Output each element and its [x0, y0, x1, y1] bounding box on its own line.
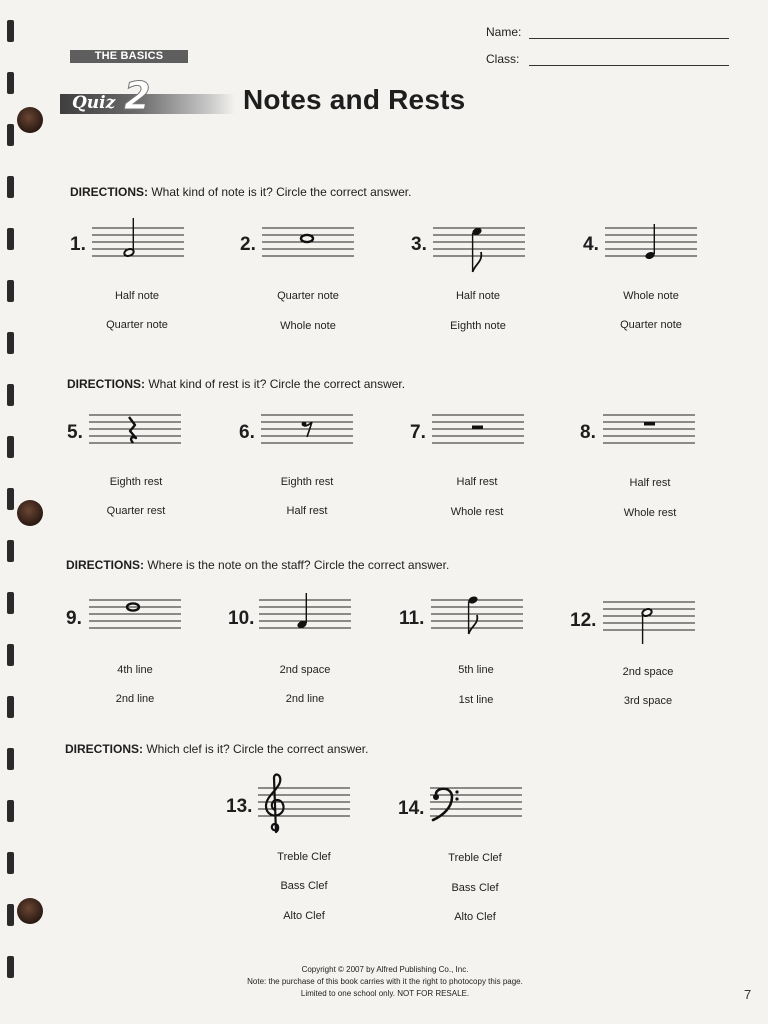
- answer-option[interactable]: Quarter note: [620, 319, 682, 331]
- binder-mark: [7, 696, 14, 718]
- name-label: Name:: [486, 25, 522, 39]
- whole-rest-icon: [644, 422, 655, 426]
- quarter-rest-icon: [129, 417, 136, 443]
- directions-4: [65, 742, 368, 756]
- answer-option[interactable]: Half rest: [286, 505, 328, 517]
- half-note-icon: [123, 218, 134, 257]
- staff-question-7: [432, 405, 524, 455]
- binder-mark: [7, 644, 14, 666]
- quiz-number: 2: [124, 74, 151, 118]
- question-number: 13.: [226, 796, 253, 817]
- binder-mark: [7, 540, 14, 562]
- binder-mark: [7, 20, 14, 42]
- answer-option[interactable]: Treble Clef: [448, 852, 502, 864]
- binder-mark: [7, 228, 14, 250]
- directions-prefix: DIRECTIONS:: [65, 742, 143, 756]
- quarter-note-icon: [296, 593, 307, 629]
- half-rest-icon: [472, 426, 483, 430]
- class-line[interactable]: [529, 64, 729, 66]
- directions-prefix: DIRECTIONS:: [67, 377, 145, 391]
- answer-option[interactable]: 3rd space: [623, 695, 673, 707]
- binder-mark: [7, 852, 14, 874]
- binder-mark: [7, 436, 14, 458]
- name-line[interactable]: [529, 37, 729, 39]
- answer-option[interactable]: Eighth rest: [280, 476, 334, 488]
- copyright-footer: [200, 964, 570, 1000]
- answer-option[interactable]: Quarter note: [277, 290, 339, 302]
- quiz-word: Quiz: [72, 93, 116, 113]
- question-number: 6.: [239, 422, 255, 443]
- page-title: Notes and Rests: [243, 84, 466, 115]
- question-number: 4.: [583, 234, 599, 255]
- page-number: 7: [744, 987, 752, 1002]
- resale-note: Limited to one school only. NOT FOR RESALE.: [300, 989, 470, 998]
- question-number: 2.: [240, 234, 256, 255]
- directions-prefix: DIRECTIONS:: [66, 558, 144, 572]
- answer-option[interactable]: 2nd space: [279, 664, 331, 676]
- punch-hole: [17, 898, 43, 924]
- question-number: 1.: [70, 234, 86, 255]
- staff-question-11: [431, 590, 523, 652]
- binder-mark: [7, 384, 14, 406]
- answer-option[interactable]: Half rest: [456, 476, 498, 488]
- directions-1: [70, 185, 411, 199]
- binder-mark: [7, 124, 14, 146]
- question-number: 14.: [398, 798, 425, 819]
- section-label: THE BASICS: [70, 50, 188, 63]
- answer-option[interactable]: Half rest: [629, 477, 671, 489]
- answer-option[interactable]: 5th line: [458, 664, 494, 676]
- staff-question-14: [430, 778, 522, 828]
- answer-option[interactable]: Quarter rest: [106, 505, 166, 517]
- treble-clef-icon: [266, 775, 284, 832]
- binder-mark: [7, 592, 14, 614]
- staff-question-12: [603, 592, 695, 654]
- answer-option[interactable]: Alto Clef: [283, 910, 325, 922]
- directions-text: What kind of rest is it? Circle the correct answer.: [148, 377, 406, 391]
- question-number: 8.: [580, 422, 596, 443]
- question-number: 9.: [66, 608, 82, 629]
- staff-question-1: [92, 218, 184, 268]
- binder-mark: [7, 800, 14, 822]
- answer-option[interactable]: 1st line: [458, 694, 494, 706]
- directions-text: What kind of note is it? Circle the correct answer.: [151, 185, 412, 199]
- answer-option[interactable]: 2nd space: [622, 666, 674, 678]
- answer-option[interactable]: Whole rest: [623, 507, 677, 519]
- directions-prefix: DIRECTIONS:: [70, 185, 148, 199]
- class-field[interactable]: [486, 52, 729, 66]
- binder-mark: [7, 280, 14, 302]
- answer-option[interactable]: Eighth rest: [109, 476, 163, 488]
- binder-mark: [7, 904, 14, 926]
- staff-question-4: [605, 218, 697, 268]
- name-field[interactable]: [486, 25, 729, 39]
- punch-hole: [17, 107, 43, 133]
- answer-option[interactable]: Bass Clef: [451, 882, 499, 894]
- binder-mark: [7, 488, 14, 510]
- answer-option[interactable]: Half note: [455, 290, 501, 302]
- answer-option[interactable]: Alto Clef: [454, 911, 496, 923]
- staff-question-13: [258, 772, 350, 840]
- question-number: 7.: [410, 422, 426, 443]
- answer-option[interactable]: Quarter note: [106, 319, 168, 331]
- binder-mark: [7, 332, 14, 354]
- answer-option[interactable]: Eighth note: [450, 320, 506, 332]
- punch-hole: [17, 500, 43, 526]
- answer-option[interactable]: 4th line: [117, 664, 153, 676]
- photocopy-note: Note: the purchase of this book carries with it the right to photocopy this page.: [247, 977, 523, 986]
- staff-question-5: [89, 405, 181, 455]
- question-number: 5.: [67, 422, 83, 443]
- staff-question-10: [259, 590, 351, 640]
- binder-mark: [7, 956, 14, 978]
- answer-option[interactable]: Treble Clef: [277, 851, 331, 863]
- half-note-icon: [641, 608, 652, 644]
- whole-note-icon: [301, 235, 313, 242]
- answer-option[interactable]: Half note: [114, 290, 160, 302]
- staff-question-2: [262, 218, 354, 268]
- binder-mark: [7, 72, 14, 94]
- directions-text: Which clef is it? Circle the correct answer.: [146, 742, 369, 756]
- staff-question-9: [89, 590, 181, 640]
- question-number: 12.: [570, 610, 597, 631]
- staff-question-8: [603, 405, 695, 455]
- directions-text: Where is the note on the staff? Circle the correct answer.: [147, 558, 450, 572]
- copyright-line: Copyright © 2007 by Alfred Publishing Co., Inc.: [301, 965, 469, 974]
- directions-3: [66, 558, 449, 572]
- class-label: Class:: [486, 52, 520, 66]
- question-number: 3.: [411, 234, 427, 255]
- staff-question-6: [261, 405, 353, 455]
- answer-option[interactable]: Whole note: [280, 320, 336, 332]
- answer-option[interactable]: Whole note: [623, 290, 679, 302]
- directions-2: [67, 377, 405, 391]
- answer-option[interactable]: 2nd line: [285, 693, 325, 705]
- staff-question-3: [433, 218, 525, 280]
- binder-mark: [7, 748, 14, 770]
- answer-option[interactable]: 2nd line: [115, 693, 155, 705]
- bass-clef-icon: [433, 789, 459, 820]
- answer-option[interactable]: Whole rest: [450, 506, 504, 518]
- answer-option[interactable]: Bass Clef: [280, 880, 328, 892]
- question-number: 11.: [399, 608, 425, 629]
- binder-mark: [7, 176, 14, 198]
- question-number: 10.: [228, 608, 255, 629]
